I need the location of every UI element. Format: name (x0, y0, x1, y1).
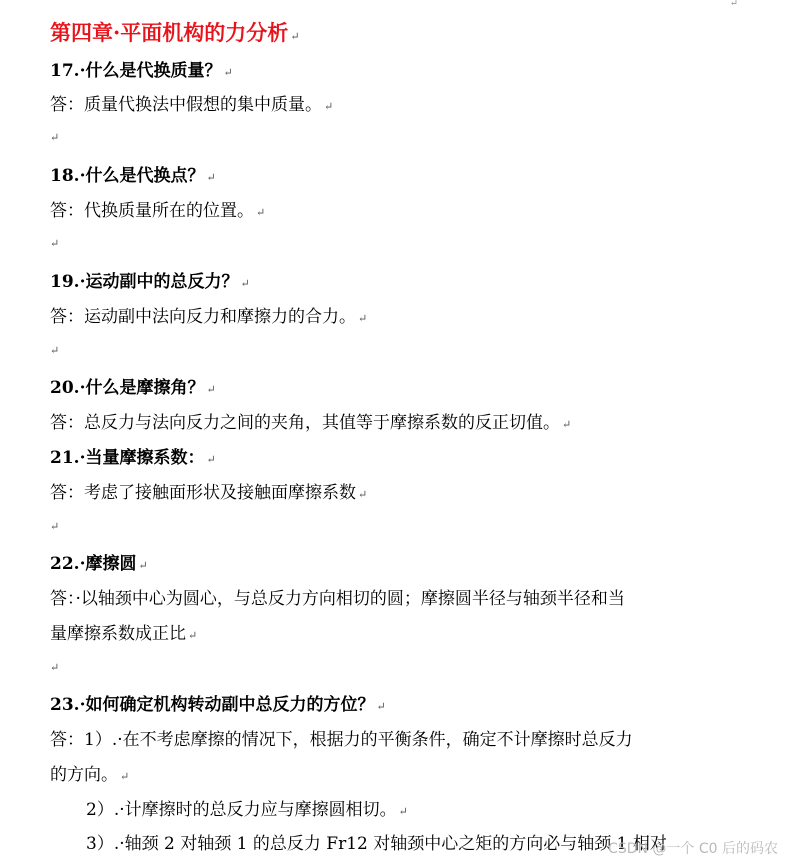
answer-text: 答：·以轴颈中心为圆心，与总反力方向相切的圆；摩擦圆半径与轴颈半径和当 (50, 589, 625, 609)
question-text: 19.·运动副中的总反力？ (50, 272, 239, 292)
answer-text: 答：代换质量所在的位置。 (50, 201, 254, 221)
paragraph-mark-icon: ↵ (223, 66, 233, 79)
question-23 (50, 697, 386, 714)
question-text: 18.·什么是代换点？ (50, 166, 205, 186)
empty-paragraph (50, 521, 59, 532)
answer-20 (50, 415, 571, 432)
paragraph-mark-icon: ↵ (324, 100, 334, 113)
paragraph-mark-icon: ↵ (358, 312, 368, 325)
question-text: 21.·当量摩擦系数： (50, 448, 205, 468)
answer-18 (50, 203, 265, 220)
question-text: 23.·如何确定机构转动副中总反力的方位？ (50, 695, 375, 715)
paragraph-mark-icon: ↵ (206, 171, 216, 184)
answer-text: 答：1）.·在不考虑摩擦的情况下，根据力的平衡条件，确定不计摩擦时总反力 (50, 730, 633, 750)
empty-paragraph (50, 662, 59, 673)
question-17 (50, 63, 233, 80)
paragraph-mark-icon: ↵ (138, 559, 148, 572)
paragraph-mark-icon: ↵ (729, 0, 738, 9)
watermark: CSDN @一个 C0 后的码农 (608, 841, 778, 857)
paragraph-mark-icon: ↵ (206, 383, 216, 396)
answer-text: 答：考虑了接触面形状及接触面摩擦系数 (50, 483, 356, 503)
paragraph-mark-icon: ↵ (256, 206, 266, 219)
question-text: 20.·什么是摩擦角？ (50, 378, 205, 398)
answer-text: 2）.·计摩擦时的总反力应与摩擦圆相切。 (86, 800, 397, 820)
question-19 (50, 274, 250, 291)
page-top-edge (0, 0, 786, 9)
question-20 (50, 380, 216, 397)
empty-paragraph (50, 132, 59, 143)
chapter-title (50, 22, 300, 43)
answer-22-line-1 (50, 591, 625, 608)
paragraph-mark-icon: ↵ (358, 488, 368, 501)
question-text: 22.·摩擦圆 (50, 554, 137, 574)
paragraph-mark-icon: ↵ (562, 418, 572, 431)
paragraph-mark-icon: ↵ (50, 237, 60, 250)
empty-paragraph (50, 345, 59, 356)
question-22 (50, 556, 148, 573)
answer-23-line-4 (86, 836, 667, 853)
paragraph-mark-icon: ↵ (50, 344, 60, 357)
question-18 (50, 168, 216, 185)
answer-17 (50, 97, 333, 114)
paragraph-mark-icon: ↵ (290, 30, 300, 43)
answer-text: 的方向。 (50, 765, 118, 785)
answer-text: 量摩擦系数成正比 (50, 624, 186, 644)
answer-19 (50, 309, 367, 326)
answer-text: 答：总反力与法向反力之间的夹角，其值等于摩擦系数的反正切值。 (50, 413, 560, 433)
question-text: 17.·什么是代换质量？ (50, 61, 222, 81)
answer-text: 答：运动副中法向反力和摩擦力的合力。 (50, 307, 356, 327)
answer-21 (50, 485, 367, 502)
answer-23-line-3 (86, 802, 408, 819)
paragraph-mark-icon: ↵ (50, 661, 60, 674)
answer-text: 答：质量代换法中假想的集中质量。 (50, 95, 322, 115)
question-21 (50, 450, 216, 467)
paragraph-mark-icon: ↵ (376, 700, 386, 713)
paragraph-mark-icon: ↵ (50, 131, 60, 144)
empty-paragraph (50, 238, 59, 249)
answer-22-line-2 (50, 626, 197, 643)
paragraph-mark-icon: ↵ (206, 453, 216, 466)
paragraph-mark-icon: ↵ (240, 277, 250, 290)
paragraph-mark-icon: ↵ (398, 805, 408, 818)
chapter-title-text: 第四章·平面机构的力分析 (50, 20, 289, 45)
answer-23-line-2 (50, 767, 129, 784)
paragraph-mark-icon: ↵ (120, 770, 130, 783)
paragraph-mark-icon: ↵ (50, 520, 60, 533)
answer-23-line-1 (50, 732, 633, 749)
answer-text: 3）.·轴颈 2 对轴颈 1 的总反力 Fr12 对轴颈中心之矩的方向必与轴颈 1 相对 (86, 834, 667, 854)
paragraph-mark-icon: ↵ (188, 629, 198, 642)
